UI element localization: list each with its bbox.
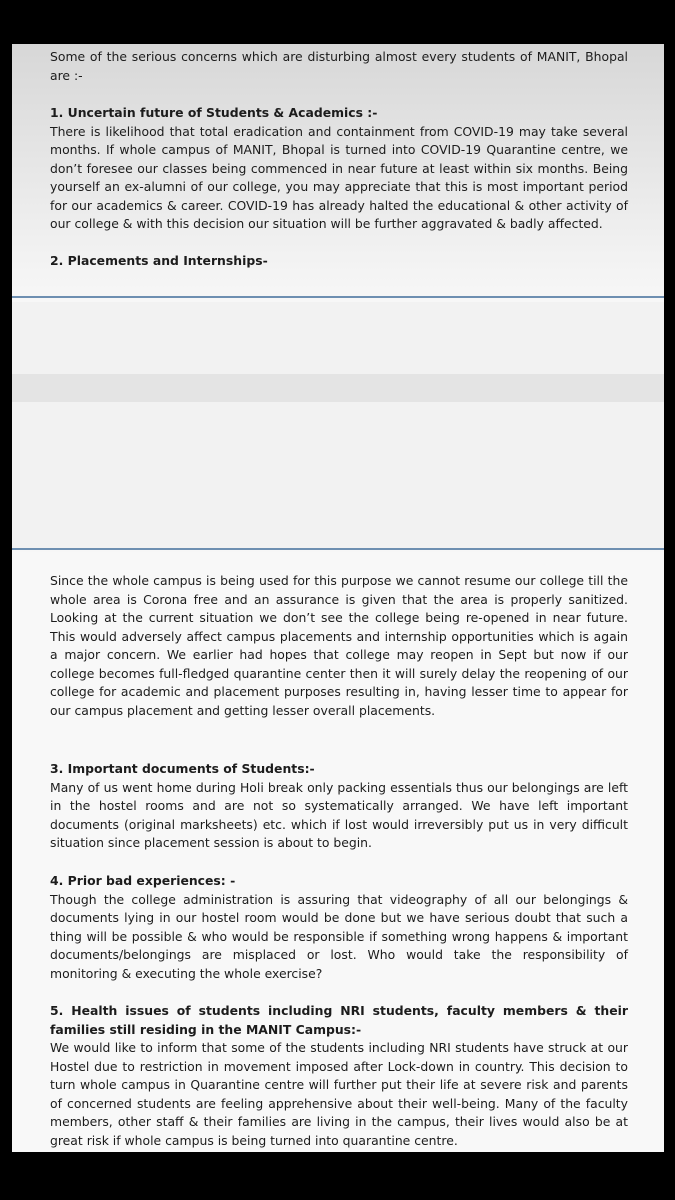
- section-2-heading: [50, 252, 628, 271]
- section-4: [50, 872, 628, 983]
- intro-paragraph: Some of the serious concerns which are disturbing almost every students of MANIT, Bhopal are :-: [50, 49, 628, 83]
- section-heading: 1. Uncertain future of Students & Academics :-: [50, 105, 378, 120]
- section-3: [50, 760, 628, 853]
- section-2-body: [50, 572, 628, 720]
- section-heading: 3. Important documents of Students:-: [50, 761, 315, 776]
- section-body: Though the college administration is assuring that videography of all our belongings & documents lying in our hostel room would be done but we have serious doubt that such a thing will be possible & who would be responsible if something wrong happens & important documents/belongings are misplaced or lost. Who would take the responsibility of monitoring & executing the whole exercise?: [50, 891, 628, 981]
- section-heading: 2. Placements and Internships-: [50, 253, 268, 268]
- section-5: [50, 1002, 628, 1150]
- section-body: Many of us went home during Holi break only packing essentials thus our belongings are left in the hostel rooms and are not so systematically arranged. We have left important documents (original marksheets) etc. which if lost would irreversibly put us in very difficult situation since placement session is about to begin.: [50, 779, 628, 850]
- section-body: Since the whole campus is being used for this purpose we cannot resume our college till the whole area is Corona free and an assurance is given that the area is properly sanitized. Looking at the current situation we don’t see the college being re-opened in near future. This would adversely affect campus placements and internship opportunities which is again a major concern. We earlier had hopes that college may reopen in Sept but now if our college becomes full-fledged quarantine center then it will surely delay the reopening of our college for academic and placement purposes resulting in, having lesser time to appear for our campus placement and getting lesser overall placements.: [50, 573, 628, 718]
- section-body: There is likelihood that total eradication and containment from COVID-19 may take several months. If whole campus of MANIT, Bhopal is turned into COVID-19 Quarantine centre, we don’t foresee our classes being commenced in near future at least within six months. Being yourself an ex-alumni of our college, you may appreciate that this is most important period for our academics & career. COVID-19 has already halted the educational & other activity of our college & with this decision our situation will be further aggravated & badly affected.: [50, 123, 628, 231]
- scan-band: [12, 374, 664, 402]
- divider-line: [12, 548, 664, 550]
- intro-text: [50, 48, 628, 85]
- divider-line: [12, 296, 664, 298]
- section-heading: 4. Prior bad experiences: -: [50, 873, 236, 888]
- section-heading: 5. Health issues of students including NRI students, faculty members & their families still residing in the MANIT Campus:-: [50, 1003, 628, 1037]
- blank-scanned-region: [12, 302, 664, 550]
- section-1: [50, 104, 628, 234]
- document-page: [12, 44, 664, 1152]
- section-body: We would like to inform that some of the students including NRI students have struck at our Hostel due to restriction in movement imposed after Lock-down in country. This decision to turn whole campus in Quarantine centre will further put their life at severe risk and parents of concerned students are feeling apprehensive about their well-being. Many of the faculty members, other staff & their families are living in the campus, their lives would also be at great risk if whole campus is being turned into quarantine centre.: [50, 1040, 628, 1148]
